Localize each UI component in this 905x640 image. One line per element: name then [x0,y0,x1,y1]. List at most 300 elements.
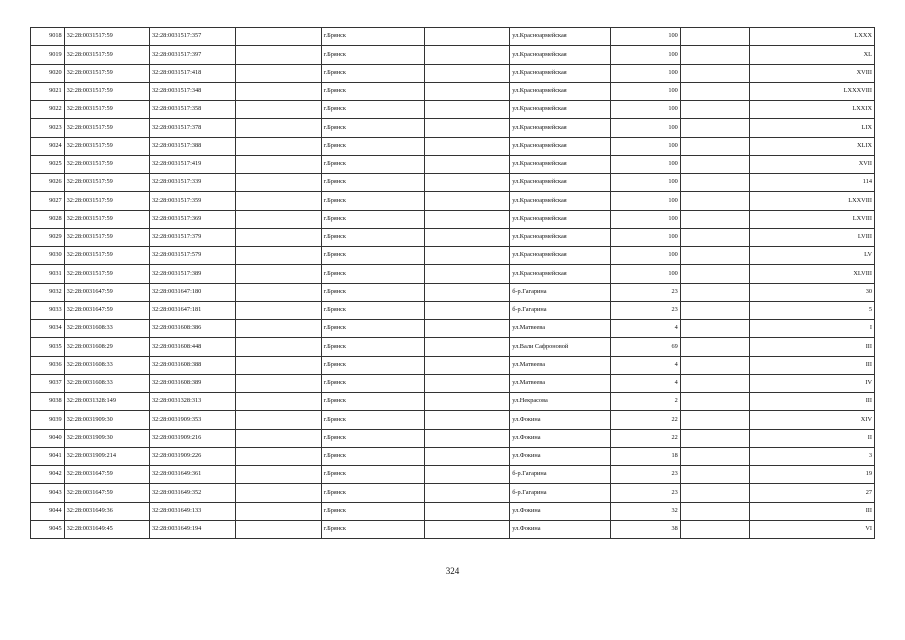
row-number: 9024 [31,137,65,155]
city: г.Брянск [321,429,424,447]
empty-cell [236,210,321,228]
empty-cell [424,520,509,538]
empty-cell [236,101,321,119]
premises-number: XVII [750,155,875,173]
table-row [31,174,875,192]
empty-cell [424,64,509,82]
empty-cell [236,447,321,465]
premises-number: I [750,320,875,338]
empty-cell [236,228,321,246]
cadastral-number: 32:28:0031517:378 [149,119,235,137]
premises-number: XL [750,46,875,64]
house-number: 38 [611,520,681,538]
empty-cell [680,520,750,538]
empty-cell [236,301,321,319]
cadastral-number: 32:28:0031517:418 [149,64,235,82]
row-number: 9035 [31,338,65,356]
cadastral-number: 32:28:0031909:216 [149,429,235,447]
premises-number: LXXXVIII [750,82,875,100]
street: ул.Фокина [510,429,611,447]
cadastral-number: 32:28:0031649:352 [149,484,235,502]
parent-cadastral-number: 32:28:0031909:214 [64,447,149,465]
street: ул.Фокина [510,411,611,429]
table-row [31,338,875,356]
parent-cadastral-number: 32:28:0031517:59 [64,64,149,82]
street: ул.Красноармейская [510,46,611,64]
premises-number: LXVIII [750,210,875,228]
city: г.Брянск [321,502,424,520]
street: ул.Фокина [510,447,611,465]
parent-cadastral-number: 32:28:0031517:59 [64,28,149,46]
house-number: 23 [611,484,681,502]
table-row [31,447,875,465]
empty-cell [680,484,750,502]
street: ул.Красноармейская [510,64,611,82]
table-row [31,520,875,538]
empty-cell [236,247,321,265]
premises-number: LIX [750,119,875,137]
property-registry-table [30,27,875,539]
premises-number: XLVIII [750,265,875,283]
empty-cell [236,155,321,173]
row-number: 9028 [31,210,65,228]
premises-number: 114 [750,174,875,192]
city: г.Брянск [321,484,424,502]
city: г.Брянск [321,520,424,538]
empty-cell [424,374,509,392]
cadastral-number: 32:28:0031517:358 [149,101,235,119]
street: ул.Красноармейская [510,228,611,246]
house-number: 100 [611,64,681,82]
city: г.Брянск [321,119,424,137]
table-row [31,466,875,484]
house-number: 100 [611,82,681,100]
city: г.Брянск [321,393,424,411]
empty-cell [236,283,321,301]
city: г.Брянск [321,301,424,319]
cadastral-number: 32:28:0031649:194 [149,520,235,538]
table-row [31,484,875,502]
cadastral-number: 32:28:0031649:361 [149,466,235,484]
empty-cell [424,137,509,155]
street: ул.Вали Сафроновой [510,338,611,356]
row-number: 9038 [31,393,65,411]
empty-cell [680,247,750,265]
cadastral-number: 32:28:0031649:133 [149,502,235,520]
street: ул.Красноармейская [510,174,611,192]
table-row [31,46,875,64]
parent-cadastral-number: 32:28:0031647:59 [64,484,149,502]
house-number: 100 [611,101,681,119]
city: г.Брянск [321,46,424,64]
row-number: 9033 [31,301,65,319]
parent-cadastral-number: 32:28:0031649:36 [64,502,149,520]
house-number: 100 [611,28,681,46]
cadastral-number: 32:28:0031517:419 [149,155,235,173]
street: б-р.Гагарина [510,484,611,502]
city: г.Брянск [321,101,424,119]
row-number: 9027 [31,192,65,210]
empty-cell [236,82,321,100]
premises-number: 5 [750,301,875,319]
row-number: 9041 [31,447,65,465]
empty-cell [424,265,509,283]
empty-cell [424,338,509,356]
house-number: 22 [611,411,681,429]
city: г.Брянск [321,338,424,356]
street: ул.Матвеева [510,374,611,392]
empty-cell [236,502,321,520]
row-number: 9023 [31,119,65,137]
empty-cell [236,46,321,64]
empty-cell [236,265,321,283]
empty-cell [424,466,509,484]
empty-cell [680,228,750,246]
premises-number: VI [750,520,875,538]
house-number: 100 [611,247,681,265]
parent-cadastral-number: 32:28:0031909:30 [64,429,149,447]
city: г.Брянск [321,374,424,392]
page-number: 324 [445,566,460,576]
empty-cell [680,393,750,411]
table-row [31,192,875,210]
premises-number: XVIII [750,64,875,82]
city: г.Брянск [321,210,424,228]
house-number: 100 [611,46,681,64]
premises-number: XLIX [750,137,875,155]
empty-cell [424,502,509,520]
premises-number: III [750,502,875,520]
empty-cell [236,429,321,447]
table-row [31,137,875,155]
row-number: 9026 [31,174,65,192]
empty-cell [424,155,509,173]
city: г.Брянск [321,64,424,82]
row-number: 9020 [31,64,65,82]
row-number: 9029 [31,228,65,246]
house-number: 23 [611,283,681,301]
premises-number: LVIII [750,228,875,246]
row-number: 9021 [31,82,65,100]
empty-cell [424,174,509,192]
cadastral-number: 32:28:0031517:579 [149,247,235,265]
empty-cell [424,228,509,246]
row-number: 9045 [31,520,65,538]
street: ул.Фокина [510,502,611,520]
parent-cadastral-number: 32:28:0031517:59 [64,101,149,119]
table-row [31,411,875,429]
house-number: 2 [611,393,681,411]
empty-cell [424,429,509,447]
empty-cell [680,502,750,520]
street: ул.Красноармейская [510,28,611,46]
empty-cell [680,374,750,392]
cadastral-number: 32:28:0031608:388 [149,356,235,374]
parent-cadastral-number: 32:28:0031647:59 [64,301,149,319]
row-number: 9034 [31,320,65,338]
empty-cell [680,28,750,46]
empty-cell [680,301,750,319]
table-row [31,28,875,46]
city: г.Брянск [321,265,424,283]
row-number: 9039 [31,411,65,429]
cadastral-number: 32:28:0031517:348 [149,82,235,100]
row-number: 9037 [31,374,65,392]
empty-cell [236,174,321,192]
empty-cell [680,283,750,301]
street: ул.Матвеева [510,320,611,338]
table-row [31,155,875,173]
empty-cell [424,393,509,411]
empty-cell [680,210,750,228]
city: г.Брянск [321,447,424,465]
empty-cell [680,64,750,82]
street: ул.Красноармейская [510,101,611,119]
house-number: 4 [611,320,681,338]
table-row [31,502,875,520]
empty-cell [424,119,509,137]
cadastral-number: 32:28:0031608:389 [149,374,235,392]
house-number: 4 [611,374,681,392]
table-row [31,228,875,246]
house-number: 18 [611,447,681,465]
street: ул.Красноармейская [510,210,611,228]
house-number: 23 [611,301,681,319]
empty-cell [680,447,750,465]
table-row [31,210,875,228]
house-number: 100 [611,155,681,173]
empty-cell [680,265,750,283]
city: г.Брянск [321,174,424,192]
row-number: 9043 [31,484,65,502]
empty-cell [680,174,750,192]
city: г.Брянск [321,228,424,246]
cadastral-number: 32:28:0031909:226 [149,447,235,465]
table-row [31,429,875,447]
cadastral-number: 32:28:0031517:397 [149,46,235,64]
cadastral-number: 32:28:0031517:369 [149,210,235,228]
table-row [31,119,875,137]
empty-cell [236,374,321,392]
row-number: 9042 [31,466,65,484]
empty-cell [424,101,509,119]
parent-cadastral-number: 32:28:0031608:33 [64,374,149,392]
parent-cadastral-number: 32:28:0031517:59 [64,192,149,210]
street: ул.Матвеева [510,356,611,374]
cadastral-number: 32:28:0031517:339 [149,174,235,192]
street: ул.Некрасова [510,393,611,411]
empty-cell [424,447,509,465]
house-number: 100 [611,228,681,246]
empty-cell [680,82,750,100]
table-row [31,82,875,100]
empty-cell [680,137,750,155]
empty-cell [236,64,321,82]
empty-cell [236,137,321,155]
premises-number: 30 [750,283,875,301]
empty-cell [424,82,509,100]
parent-cadastral-number: 32:28:0031517:59 [64,82,149,100]
street: ул.Красноармейская [510,82,611,100]
street: б-р.Гагарина [510,466,611,484]
house-number: 32 [611,502,681,520]
row-number: 9031 [31,265,65,283]
house-number: 4 [611,356,681,374]
empty-cell [236,356,321,374]
street: ул.Фокина [510,520,611,538]
premises-number: III [750,338,875,356]
street: ул.Красноармейская [510,119,611,137]
premises-number: 3 [750,447,875,465]
street: ул.Красноармейская [510,155,611,173]
city: г.Брянск [321,82,424,100]
empty-cell [236,320,321,338]
empty-cell [236,393,321,411]
house-number: 23 [611,466,681,484]
parent-cadastral-number: 32:28:0031608:33 [64,320,149,338]
cadastral-number: 32:28:0031517:389 [149,265,235,283]
premises-number: 19 [750,466,875,484]
premises-number: 27 [750,484,875,502]
street: ул.Красноармейская [510,192,611,210]
empty-cell [424,411,509,429]
empty-cell [424,283,509,301]
parent-cadastral-number: 32:28:0031328:149 [64,393,149,411]
empty-cell [680,155,750,173]
empty-cell [424,247,509,265]
premises-number: II [750,429,875,447]
parent-cadastral-number: 32:28:0031608:33 [64,356,149,374]
parent-cadastral-number: 32:28:0031517:59 [64,265,149,283]
cadastral-number: 32:28:0031647:181 [149,301,235,319]
empty-cell [680,192,750,210]
empty-cell [680,356,750,374]
empty-cell [424,320,509,338]
table-row [31,356,875,374]
city: г.Брянск [321,137,424,155]
table-row [31,320,875,338]
parent-cadastral-number: 32:28:0031517:59 [64,137,149,155]
row-number: 9040 [31,429,65,447]
empty-cell [680,320,750,338]
house-number: 100 [611,210,681,228]
cadastral-number: 32:28:0031608:448 [149,338,235,356]
parent-cadastral-number: 32:28:0031517:59 [64,119,149,137]
house-number: 22 [611,429,681,447]
empty-cell [424,356,509,374]
house-number: 100 [611,192,681,210]
premises-number: LV [750,247,875,265]
parent-cadastral-number: 32:28:0031517:59 [64,210,149,228]
empty-cell [680,429,750,447]
city: г.Брянск [321,192,424,210]
parent-cadastral-number: 32:28:0031647:59 [64,283,149,301]
premises-number: XIV [750,411,875,429]
row-number: 9019 [31,46,65,64]
cadastral-number: 32:28:0031517:379 [149,228,235,246]
empty-cell [680,411,750,429]
parent-cadastral-number: 32:28:0031517:59 [64,155,149,173]
premises-number: LXXX [750,28,875,46]
table-row [31,374,875,392]
row-number: 9018 [31,28,65,46]
empty-cell [680,101,750,119]
row-number: 9022 [31,101,65,119]
parent-cadastral-number: 32:28:0031909:30 [64,411,149,429]
empty-cell [680,338,750,356]
empty-cell [236,192,321,210]
empty-cell [424,210,509,228]
table-row [31,247,875,265]
city: г.Брянск [321,155,424,173]
cadastral-number: 32:28:0031517:359 [149,192,235,210]
city: г.Брянск [321,320,424,338]
street: б-р.Гагарина [510,301,611,319]
row-number: 9044 [31,502,65,520]
city: г.Брянск [321,28,424,46]
parent-cadastral-number: 32:28:0031517:59 [64,228,149,246]
parent-cadastral-number: 32:28:0031649:45 [64,520,149,538]
street: ул.Красноармейская [510,247,611,265]
table-row [31,393,875,411]
empty-cell [236,411,321,429]
table-row [31,265,875,283]
city: г.Брянск [321,411,424,429]
premises-number: III [750,356,875,374]
table-row [31,64,875,82]
empty-cell [236,338,321,356]
empty-cell [236,520,321,538]
empty-cell [424,301,509,319]
row-number: 9036 [31,356,65,374]
empty-cell [424,28,509,46]
empty-cell [680,466,750,484]
city: г.Брянск [321,466,424,484]
cadastral-number: 32:28:0031517:357 [149,28,235,46]
cadastral-number: 32:28:0031647:180 [149,283,235,301]
house-number: 100 [611,119,681,137]
table-row [31,283,875,301]
cadastral-number: 32:28:0031608:386 [149,320,235,338]
parent-cadastral-number: 32:28:0031517:59 [64,174,149,192]
premises-number: IV [750,374,875,392]
premises-number: III [750,393,875,411]
parent-cadastral-number: 32:28:0031608:29 [64,338,149,356]
house-number: 100 [611,174,681,192]
row-number: 9025 [31,155,65,173]
house-number: 100 [611,137,681,155]
empty-cell [236,28,321,46]
cadastral-number: 32:28:0031517:388 [149,137,235,155]
city: г.Брянск [321,247,424,265]
premises-number: LXXIX [750,101,875,119]
table-body [31,28,875,539]
cadastral-number: 32:28:0031909:353 [149,411,235,429]
empty-cell [236,484,321,502]
city: г.Брянск [321,356,424,374]
parent-cadastral-number: 32:28:0031647:59 [64,466,149,484]
empty-cell [236,466,321,484]
parent-cadastral-number: 32:28:0031517:59 [64,247,149,265]
cadastral-number: 32:28:0031328:313 [149,393,235,411]
row-number: 9032 [31,283,65,301]
table-row [31,301,875,319]
table-row [31,101,875,119]
city: г.Брянск [321,283,424,301]
street: б-р.Гагарина [510,283,611,301]
street: ул.Красноармейская [510,137,611,155]
house-number: 100 [611,265,681,283]
